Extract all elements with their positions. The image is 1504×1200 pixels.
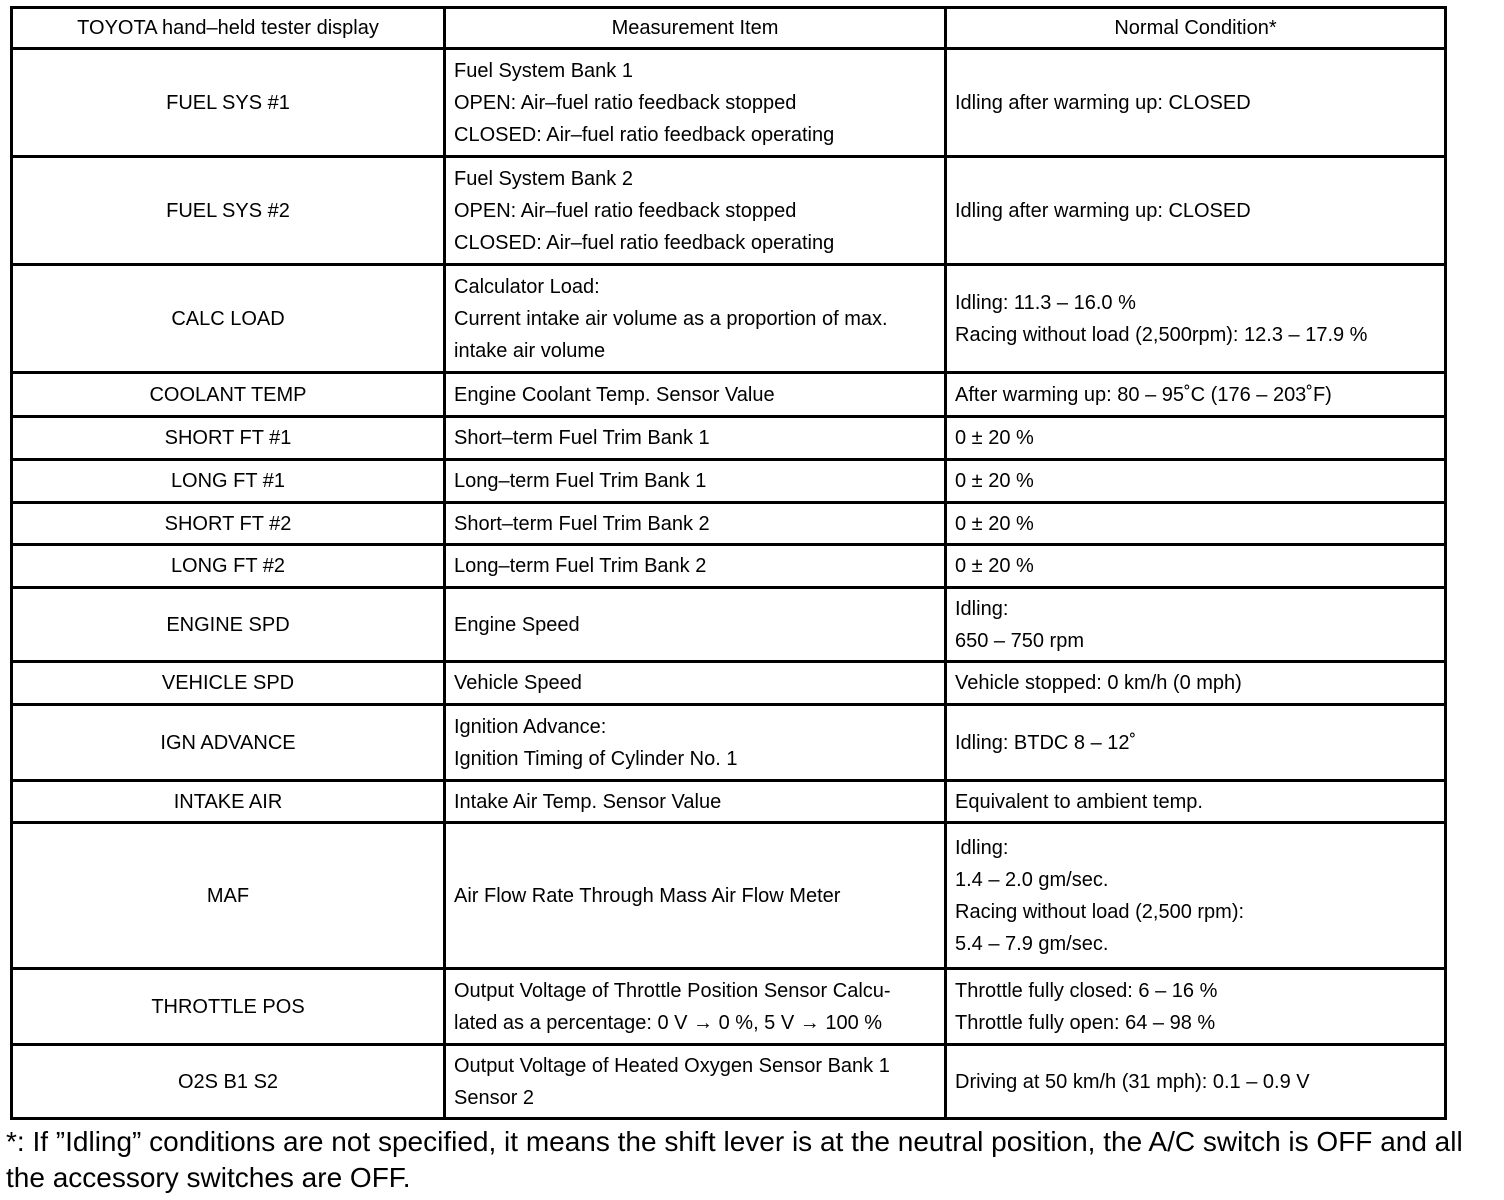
cell-tester-display: LONG FT #2 [12,545,445,588]
cell-measurement-item [445,823,946,969]
footnote: *: If ”Idling” conditions are not specified, it means the shift lever is at the neutral position, the A/C switch is OFF and all the accessory switches are OFF. [6,1126,1463,1193]
measurement-item-line: Long–term Fuel Trim Bank 2 [454,555,707,577]
normal-condition-line: Racing without load (2,500rpm): 12.3 – 17.9 % [955,323,1368,346]
measurement-item-line: Ignition Timing of Cylinder No. 1 [454,747,738,770]
measurement-item-line: Engine Speed [454,613,580,636]
measurement-item-line: CLOSED: Air–fuel ratio feedback operating [454,231,835,254]
normal-condition-line: Racing without load (2,500 rpm): [955,900,1245,923]
cell-tester-display: FUEL SYS #1 [12,49,445,157]
measurement-item-line: Long–term Fuel Trim Bank 1 [454,470,707,492]
table-row [12,662,1446,705]
cell-normal-condition [946,265,1446,373]
normal-condition-line: Vehicle stopped: 0 km/h (0 mph) [955,672,1242,694]
table-row [12,1045,1446,1119]
cell-tester-display: SHORT FT #1 [12,417,445,460]
tester-data-table [10,6,1447,1120]
normal-condition-line: 650 – 750 rpm [955,629,1084,652]
normal-condition-line: Idling: BTDC 8 – 12˚ [955,731,1137,754]
normal-condition-line: 1.4 – 2.0 gm/sec. [955,868,1109,891]
cell-tester-display: SHORT FT #2 [12,503,445,545]
measurement-item-line: Ignition Advance: [454,715,607,738]
table-row [12,823,1446,969]
cell-measurement-item [445,265,946,373]
table-row [12,503,1446,545]
measurement-item-line: Fuel System Bank 1 [454,59,633,82]
table-row [12,265,1446,373]
cell-measurement-item [445,662,946,705]
measurement-item-line: Output Voltage of Throttle Position Sensor Calcu- [454,979,891,1002]
normal-condition-line: 0 ± 20 % [955,470,1034,492]
cell-measurement-item [445,157,946,265]
cell-normal-condition [946,373,1446,417]
normal-condition-line: Idling: [955,836,1009,859]
measurement-item-line: OPEN: Air–fuel ratio feedback stopped [454,199,797,222]
measurement-item-line: OPEN: Air–fuel ratio feedback stopped [454,91,797,114]
cell-tester-display: IGN ADVANCE [12,705,445,781]
measurement-item-line: Sensor 2 [454,1086,535,1109]
header-tester-display: TOYOTA hand–held tester display [12,8,445,49]
cell-tester-display: THROTTLE POS [12,969,445,1045]
table-row [12,969,1446,1045]
table-row [12,588,1446,662]
measurement-item-line: intake air volume [454,339,606,362]
cell-normal-condition [946,417,1446,460]
measurement-item-line: CLOSED: Air–fuel ratio feedback operating [454,123,835,146]
measurement-item-line: Fuel System Bank 2 [454,167,633,190]
cell-measurement-item [445,705,946,781]
measurement-item-line: Short–term Fuel Trim Bank 2 [454,512,710,535]
measurement-item-line: lated as a percentage: 0 V → 0 %, 5 V → 100 % [454,1011,883,1034]
table-row [12,49,1446,157]
cell-normal-condition [946,460,1446,503]
normal-condition-line: 5.4 – 7.9 gm/sec. [955,932,1109,955]
measurement-item-line: Intake Air Temp. Sensor Value [454,790,722,813]
cell-tester-display: VEHICLE SPD [12,662,445,705]
measurement-item-line: Air Flow Rate Through Mass Air Flow Meter [454,884,841,907]
cell-tester-display: COOLANT TEMP [12,373,445,417]
cell-measurement-item [445,781,946,823]
normal-condition-line: After warming up: 80 – 95˚C (176 – 203˚F) [955,383,1332,406]
table-row [12,417,1446,460]
cell-measurement-item [445,49,946,157]
cell-normal-condition [946,157,1446,265]
cell-tester-display: FUEL SYS #2 [12,157,445,265]
normal-condition-line: 0 ± 20 % [955,512,1034,535]
cell-measurement-item [445,588,946,662]
table-row [12,157,1446,265]
cell-normal-condition [946,969,1446,1045]
cell-normal-condition [946,1045,1446,1119]
table-row [12,460,1446,503]
measurement-item-line: Short–term Fuel Trim Bank 1 [454,427,710,449]
cell-normal-condition [946,49,1446,157]
normal-condition-line: Throttle fully open: 64 – 98 % [955,1011,1216,1034]
cell-normal-condition [946,503,1446,545]
cell-tester-display: INTAKE AIR [12,781,445,823]
cell-measurement-item [445,417,946,460]
cell-tester-display: O2S B1 S2 [12,1045,445,1119]
cell-normal-condition [946,545,1446,588]
normal-condition-line: Equivalent to ambient temp. [955,790,1203,813]
normal-condition-line: Idling: [955,597,1009,620]
normal-condition-line: Idling after warming up: CLOSED [955,91,1251,114]
cell-measurement-item [445,460,946,503]
cell-measurement-item [445,1045,946,1119]
cell-measurement-item [445,969,946,1045]
cell-tester-display: LONG FT #1 [12,460,445,503]
normal-condition-line: Throttle fully closed: 6 – 16 % [955,979,1218,1002]
measurement-item-line: Current intake air volume as a proportion of max. [454,307,888,330]
cell-tester-display: CALC LOAD [12,265,445,373]
table-row [12,705,1446,781]
table-header-row [12,8,1446,49]
table-row [12,545,1446,588]
normal-condition-line: Driving at 50 km/h (31 mph): 0.1 – 0.9 V [955,1070,1310,1093]
measurement-item-line: Engine Coolant Temp. Sensor Value [454,383,775,406]
normal-condition-line: Idling: 11.3 – 16.0 % [955,291,1136,314]
header-normal-condition: Normal Condition* [946,8,1446,49]
cell-tester-display: MAF [12,823,445,969]
cell-measurement-item [445,545,946,588]
cell-normal-condition [946,823,1446,969]
cell-normal-condition [946,781,1446,823]
normal-condition-line: Idling after warming up: CLOSED [955,199,1251,222]
cell-normal-condition [946,662,1446,705]
cell-measurement-item [445,373,946,417]
normal-condition-line: 0 ± 20 % [955,427,1034,449]
measurement-item-line: Vehicle Speed [454,672,582,694]
table-row [12,781,1446,823]
cell-normal-condition [946,588,1446,662]
table-row [12,373,1446,417]
cell-measurement-item [445,503,946,545]
measurement-item-line: Calculator Load: [454,275,600,298]
cell-normal-condition [946,705,1446,781]
header-measurement-item: Measurement Item [445,8,946,49]
normal-condition-line: 0 ± 20 % [955,555,1034,577]
cell-tester-display: ENGINE SPD [12,588,445,662]
measurement-item-line: Output Voltage of Heated Oxygen Sensor Bank 1 [454,1054,890,1077]
